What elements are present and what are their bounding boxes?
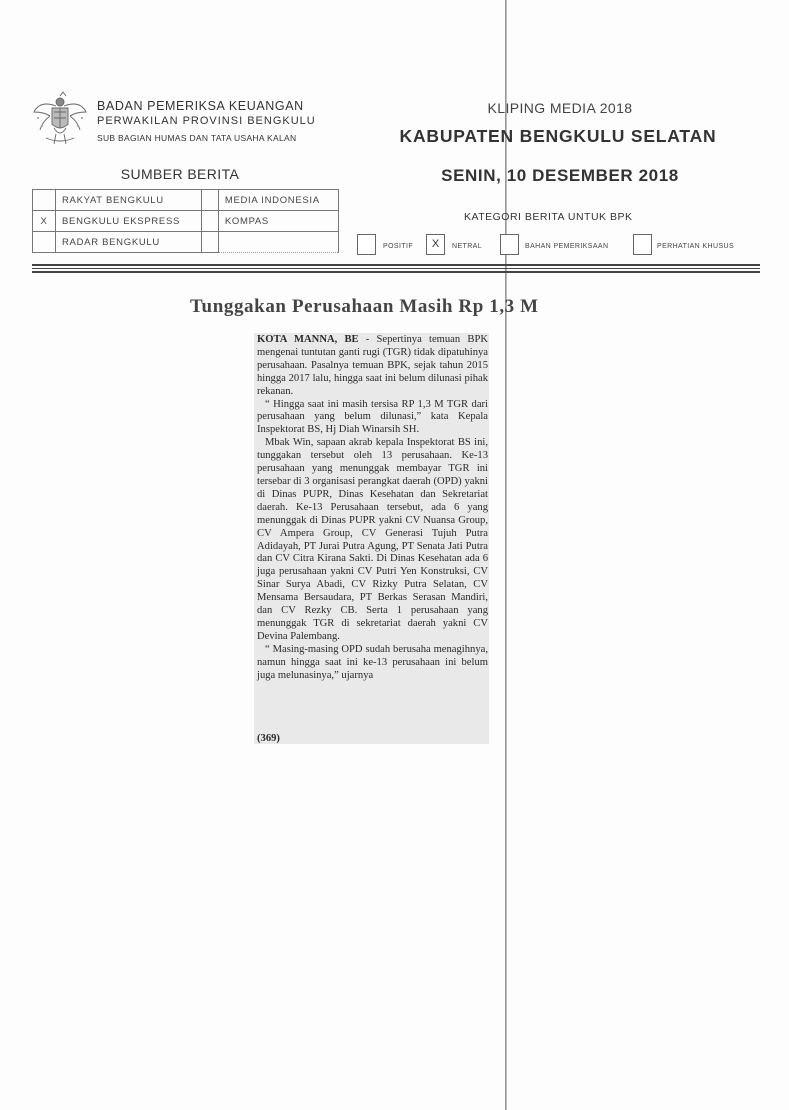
header-divider	[32, 271, 760, 273]
garuda-emblem-icon	[30, 88, 90, 150]
article-dateline: KOTA MANNA, BE	[257, 334, 359, 345]
article-paragraph: “ Masing-masing OPD sudah berusaha menagihnya, namun hingga saat ini ke-13 perusahaan ini belum juga melunasinya,” ujarnya	[257, 643, 488, 681]
source-checkbox	[201, 211, 218, 232]
kabupaten-title: KABUPATEN BENGKULU SELATAN	[399, 126, 717, 146]
org-name-line2: PERWAKILAN PROVINSI BENGKULU	[97, 115, 316, 127]
article-paragraph: “ Hingga saat ini masih tersisa RP 1,3 M TGR dari perusahaan yang belum dilunasi,” kata Kepala Inspektorat BS, Hj Diah Winarsih SH.	[257, 398, 488, 436]
kliping-title: KLIPING MEDIA 2018	[487, 100, 633, 116]
source-name: MEDIA INDONESIA	[218, 190, 338, 211]
source-checkbox	[201, 232, 218, 253]
source-name: KOMPAS	[218, 211, 338, 232]
source-row	[33, 190, 339, 211]
source-checkbox	[201, 190, 218, 211]
kategori-checkbox-bahan-pemeriksaan	[500, 234, 519, 255]
article-headline: Tunggakan Perusahaan Masih Rp 1,3 M	[190, 296, 539, 317]
source-row	[33, 232, 339, 253]
header-divider	[32, 268, 760, 269]
kategori-label: PERHATIAN KHUSUS	[657, 243, 735, 250]
kategori-label: NETRAL	[452, 243, 483, 250]
article-paragraph: KOTA MANNA, BE - Sepertinya temuan BPK mengenai tuntutan ganti rugi (TGR) tidak dipatuhinya perusahaan. Pasalnya temuan BPK, sejak tahun 2015 hingga 2017 lalu, hingga saat ini belum dilunasi pihak rekanan.	[257, 334, 488, 397]
kategori-label: POSITIF	[383, 243, 414, 250]
org-name-line1: BADAN PEMERIKSA KEUANGAN	[97, 99, 304, 113]
source-name: RAKYAT BENGKULU	[56, 190, 202, 211]
kategori-checkbox-netral: X	[426, 234, 445, 255]
org-name-line3: SUB BAGIAN HUMAS DAN TATA USAHA KALAN	[97, 133, 297, 143]
sumber-berita-title: SUMBER BERITA	[120, 166, 240, 182]
article-body	[257, 334, 488, 682]
source-name	[218, 232, 338, 253]
article-page-ref: (369)	[257, 733, 280, 744]
kategori-checkbox-positif	[357, 234, 376, 255]
source-checkbox: X	[33, 211, 56, 232]
kategori-checkbox-perhatian-khusus	[633, 234, 652, 255]
source-name: RADAR BENGKULU	[56, 232, 202, 253]
kategori-title: KATEGORI BERITA UNTUK BPK	[464, 211, 633, 223]
source-checkbox	[33, 190, 56, 211]
source-name: BENGKULU EKSPRESS	[56, 211, 202, 232]
article-paragraph: Mbak Win, sapaan akrab kepala Inspektorat BS ini, tunggakan tersebut oleh 13 perusahaan. Ke-13 perusahaan yang menunggak membayar TGR ini tersebar di 3 organisasi perangkat daerah (OPD) yakni di Dinas PUPR, Dinas Kesehatan dan Sekretariat daerah. Ke-13 Perusahaan tersebut, ada 6 yang menunggak di Dinas PUPR yakni CV Nuansa Group, CV Ampera Group, CV Generasi Tujuh Putra Adidayah, PT Jurai Putra Agung, PT Senata Jati Putra dan CV Citra Kirana Sakti. Di Dinas Kesehatan ada 6 juga perusahaan yakni CV Putri Yen Konstruksi, CV Sinar Surya Abadi, CV Rizky Putra Selatan, CV Mensama Bersaudara, PT Berkas Serasan Mandiri, dan CV Rezky CB. Serta 1 perusahaan yang menunggak TGR di sekretariat daerah yakni CV Devina Palembang.	[257, 437, 488, 642]
source-row	[33, 211, 339, 232]
sumber-berita-table	[32, 189, 339, 253]
kategori-label: BAHAN PEMERIKSAAN	[525, 243, 609, 250]
source-checkbox	[33, 232, 56, 253]
header-divider	[32, 264, 760, 266]
publication-date: SENIN, 10 DESEMBER 2018	[441, 166, 679, 185]
